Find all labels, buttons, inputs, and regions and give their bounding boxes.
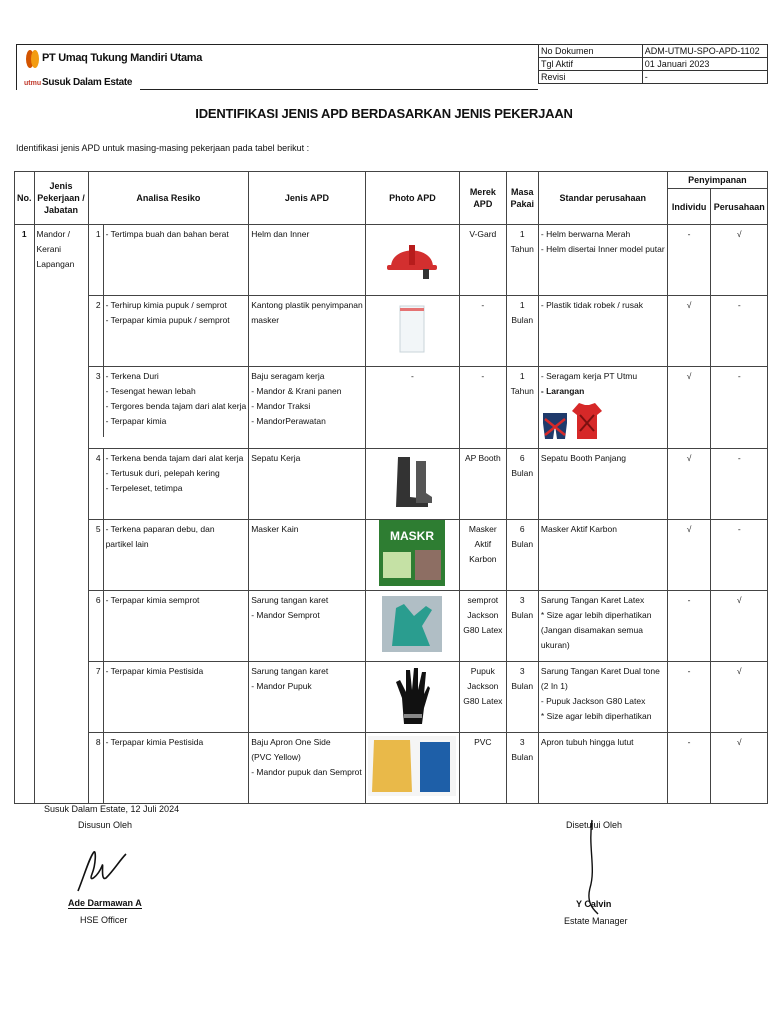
cell-line: - Terpapar kimia Pestisida xyxy=(105,737,204,747)
masa-cell: 6 Bulan xyxy=(506,449,538,520)
cell-line: Masker Aktif Karbon xyxy=(540,524,617,534)
merek-cell xyxy=(460,225,506,296)
perusahaan-cell: √ xyxy=(711,662,768,733)
risk-cell xyxy=(88,296,249,367)
shirt-prohibited-icon xyxy=(571,401,603,441)
meta-row xyxy=(539,71,768,84)
header-risiko: Analisa Resiko xyxy=(88,172,249,225)
cell-line: (2 In 1) xyxy=(540,681,568,691)
cell-line: partikel lain xyxy=(105,539,149,549)
photo-cell xyxy=(365,225,459,296)
cell-line: * Size agar lebih diperhatikan xyxy=(540,711,652,721)
larangan-illustration xyxy=(541,401,665,446)
cell-line: (Jangan disamakan semua xyxy=(540,625,643,635)
merek-cell xyxy=(460,449,506,520)
risk-number: 5 xyxy=(89,520,104,590)
risk-cell xyxy=(88,449,249,520)
risk-cell xyxy=(88,225,249,296)
cell-line: Masker Kain xyxy=(251,524,299,534)
standar-cell xyxy=(538,296,667,367)
standar-cell xyxy=(538,591,667,662)
standar-cell xyxy=(538,367,667,449)
cell-line: - Mandor Pupuk xyxy=(251,681,312,691)
plastic-bag-photo xyxy=(397,304,427,354)
group-jabatan: Mandor / Kerani Lapangan xyxy=(34,225,88,804)
risk-cell xyxy=(88,733,249,804)
perusahaan-cell: √ xyxy=(711,225,768,296)
masa-cell: 1 Tahun xyxy=(506,225,538,296)
table-row xyxy=(15,662,768,733)
header-apd: Jenis APD xyxy=(249,172,366,225)
individu-cell: √ xyxy=(667,367,711,449)
perusahaan-cell: - xyxy=(711,296,768,367)
individu-cell: √ xyxy=(667,296,711,367)
apd-cell xyxy=(249,449,366,520)
cell-line: - MandorPerawatan xyxy=(251,416,326,426)
masa-cell: 6 Bulan xyxy=(506,520,538,591)
cell-line: Sarung Tangan Karet Latex xyxy=(540,595,645,605)
mask-photo xyxy=(379,520,445,586)
helmet-photo xyxy=(385,235,439,281)
cell-line: semprot Jackson xyxy=(467,595,499,620)
individu-cell: √ xyxy=(667,449,711,520)
cell-line: AP Booth xyxy=(464,453,501,463)
merek-cell xyxy=(460,296,506,367)
cell-line: Masker Aktif xyxy=(468,524,497,549)
risk-cell xyxy=(88,520,249,591)
header-penyimpanan: Penyimpanan xyxy=(667,172,767,189)
cell-line: Sarung tangan karet xyxy=(251,595,329,605)
green-glove-photo xyxy=(382,596,442,652)
standar-cell xyxy=(538,225,667,296)
header-standar: Standar perusahaan xyxy=(538,172,667,225)
individu-cell: - xyxy=(667,733,711,804)
table-row xyxy=(15,296,768,367)
company-logo xyxy=(24,48,40,78)
risk-cell xyxy=(88,662,249,733)
header-merek: Merek APD xyxy=(460,172,506,225)
company-name: PT Umaq Tukung Mandiri Utama xyxy=(42,52,203,64)
meta-row xyxy=(539,58,768,71)
cell-line: - Larangan xyxy=(540,386,585,396)
cell-line: - Pupuk Jackson G80 Latex xyxy=(540,696,646,706)
cell-line: - Terpeleset, tetimpa xyxy=(105,483,183,493)
group-no: 1 xyxy=(15,225,35,804)
photo-cell: - xyxy=(365,367,459,449)
cell-line: - Terkena benda tajam dari alat kerja xyxy=(105,453,244,463)
prepared-by-role: HSE Officer xyxy=(80,915,128,925)
cell-line: masker xyxy=(251,315,280,325)
prepared-by-caption: Disusun Oleh xyxy=(78,820,133,830)
approved-by-role: Estate Manager xyxy=(564,916,628,926)
risk-number: 3 xyxy=(89,367,104,437)
table-row xyxy=(15,733,768,804)
cell-line: - Tesengat hewan lebah xyxy=(105,386,196,396)
approved-by-caption: Disetujui Oleh xyxy=(566,820,623,830)
perusahaan-cell: - xyxy=(711,367,768,449)
cell-line: - Seragam kerja PT Utmu xyxy=(540,371,638,381)
merek-cell xyxy=(460,662,506,733)
apd-cell xyxy=(249,662,366,733)
risk-number: 8 xyxy=(89,733,104,803)
signature-left xyxy=(70,846,130,901)
perusahaan-cell: - xyxy=(711,449,768,520)
cell-line: Helm dan Inner xyxy=(251,229,310,239)
standar-cell xyxy=(538,662,667,733)
masa-cell: 3 Bulan xyxy=(506,591,538,662)
company-logo-abbrev: utmu xyxy=(24,80,42,87)
meta-label: Tgl Aktif xyxy=(539,58,643,71)
risk-number: 1 xyxy=(89,225,104,295)
cell-line: (PVC Yellow) xyxy=(251,752,301,762)
document-title: IDENTIFIKASI JENIS APD BERDASARKAN JENIS PEKERJAAN xyxy=(195,106,573,121)
apd-cell xyxy=(249,733,366,804)
merek-cell xyxy=(460,367,506,449)
meta-label: Revisi xyxy=(539,71,643,84)
table-row xyxy=(15,520,768,591)
cell-line: Sepatu Booth Panjang xyxy=(540,453,626,463)
risk-number: 2 xyxy=(89,296,104,366)
table-row xyxy=(15,449,768,520)
masa-cell: 1 Bulan xyxy=(506,296,538,367)
cell-line: * Size agar lebih diperhatikan xyxy=(540,610,652,620)
cell-line: - xyxy=(481,300,485,310)
cell-line: - xyxy=(481,371,485,381)
cell-line: Baju seragam kerja xyxy=(251,371,325,381)
cell-line: V-Gard xyxy=(469,229,497,239)
perusahaan-cell: - xyxy=(711,520,768,591)
svg-text:MASKR: MASKR xyxy=(390,529,435,543)
individu-cell: √ xyxy=(667,520,711,591)
estate-name: Susuk Dalam Estate xyxy=(42,77,133,88)
header-photo: Photo APD xyxy=(365,172,459,225)
cell-line: - Mandor & Krani panen xyxy=(251,386,342,396)
cell-line: - Terkena Duri xyxy=(105,371,159,381)
photo-cell xyxy=(365,520,459,591)
masa-cell: 3 Bulan xyxy=(506,662,538,733)
merek-cell xyxy=(460,733,506,804)
header-perusahaan: Perusahaan xyxy=(711,189,768,225)
apd-cell xyxy=(249,591,366,662)
cell-line: - Tertusuk duri, pelepah kering xyxy=(105,468,220,478)
risk-number: 6 xyxy=(89,591,104,661)
prepared-by-name: Ade Darmawan A xyxy=(68,898,142,908)
meta-label: No Dokumen xyxy=(539,45,643,58)
apd-cell xyxy=(249,296,366,367)
photo-cell xyxy=(365,662,459,733)
cell-line: - Helm disertai Inner model putar xyxy=(540,244,665,254)
cell-line: G80 Latex xyxy=(463,696,503,706)
apd-cell xyxy=(249,367,366,449)
standar-cell xyxy=(538,520,667,591)
cell-line: - Terpapar kimia xyxy=(105,416,167,426)
cell-line: Kantong plastik penyimpanan xyxy=(251,300,363,310)
header-no: No. xyxy=(15,172,35,225)
photo-cell xyxy=(365,733,459,804)
cell-line: - Terpapar kimia pupuk / semprot xyxy=(105,315,230,325)
cell-line: Sarung tangan karet xyxy=(251,666,329,676)
masa-cell: 1 Tahun xyxy=(506,367,538,449)
cell-line: - Terpapar kimia Pestisida xyxy=(105,666,204,676)
cell-line: Karbon xyxy=(469,554,497,564)
document-meta-table xyxy=(538,44,768,84)
cell-line: - Tergores benda tajam dari alat kerja xyxy=(105,401,247,411)
perusahaan-cell: √ xyxy=(711,591,768,662)
meta-row xyxy=(539,45,768,58)
cell-line: PVC xyxy=(474,737,492,747)
header-masa: Masa Pakai xyxy=(506,172,538,225)
merek-cell xyxy=(460,520,506,591)
photo-cell xyxy=(365,296,459,367)
shorts-prohibited-icon xyxy=(541,411,569,441)
individu-cell: - xyxy=(667,662,711,733)
cell-line: Baju Apron One Side xyxy=(251,737,331,747)
cell-line: Sarung Tangan Karet Dual tone xyxy=(540,666,660,676)
meta-value: ADM-UTMU-SPO-APD-1102 xyxy=(642,45,767,58)
apd-cell xyxy=(249,520,366,591)
approved-by-name: Y Calvin xyxy=(576,899,612,909)
place-date: Susuk Dalam Estate, 12 Juli 2024 xyxy=(44,804,180,814)
cell-line: - Terhirup kimia pupuk / semprot xyxy=(105,300,227,310)
cell-line: Apron tubuh hingga lutut xyxy=(540,737,634,747)
cell-line: - Tertimpa buah dan bahan berat xyxy=(105,229,229,239)
apron-photo xyxy=(368,736,456,796)
photo-cell xyxy=(365,591,459,662)
masa-cell: 3 Bulan xyxy=(506,733,538,804)
intro-text: Identifikasi jenis APD untuk masing-masing pekerjaan pada tabel berikut : xyxy=(16,143,310,153)
cell-line: Pupuk Jackson xyxy=(467,666,499,691)
cell-line: - Plastik tidak robek / rusak xyxy=(540,300,643,310)
cell-line: - Helm berwarna Merah xyxy=(540,229,631,239)
photo-cell xyxy=(365,449,459,520)
standar-cell xyxy=(538,449,667,520)
cell-line: - Mandor Traksi xyxy=(251,401,311,411)
apd-cell xyxy=(249,225,366,296)
table-row xyxy=(15,225,768,296)
cell-line: - Terpapar kimia semprot xyxy=(105,595,200,605)
risk-number: 4 xyxy=(89,449,104,519)
meta-value: 01 Januari 2023 xyxy=(642,58,767,71)
apd-table xyxy=(14,171,768,804)
risk-cell xyxy=(88,367,249,449)
boot-photo xyxy=(390,453,434,511)
header-individu: Individu xyxy=(667,189,711,225)
table-row xyxy=(15,591,768,662)
risk-cell xyxy=(88,591,249,662)
risk-number: 7 xyxy=(89,662,104,732)
individu-cell: - xyxy=(667,225,711,296)
perusahaan-cell: √ xyxy=(711,733,768,804)
cell-line: ukuran) xyxy=(540,640,570,650)
cell-line: - Terkena paparan debu, dan xyxy=(105,524,215,534)
individu-cell: - xyxy=(667,591,711,662)
merek-cell xyxy=(460,591,506,662)
header-jabatan: Jenis Pekerjaan / Jabatan xyxy=(34,172,88,225)
cell-line: - Mandor Semprot xyxy=(251,610,320,620)
cell-line: Sepatu Kerja xyxy=(251,453,301,463)
cell-line: - Mandor pupuk dan Semprot xyxy=(251,767,362,777)
standar-cell xyxy=(538,733,667,804)
table-row xyxy=(15,367,768,449)
cell-line: G80 Latex xyxy=(463,625,503,635)
black-glove-photo xyxy=(392,664,432,726)
meta-value: - xyxy=(642,71,767,84)
